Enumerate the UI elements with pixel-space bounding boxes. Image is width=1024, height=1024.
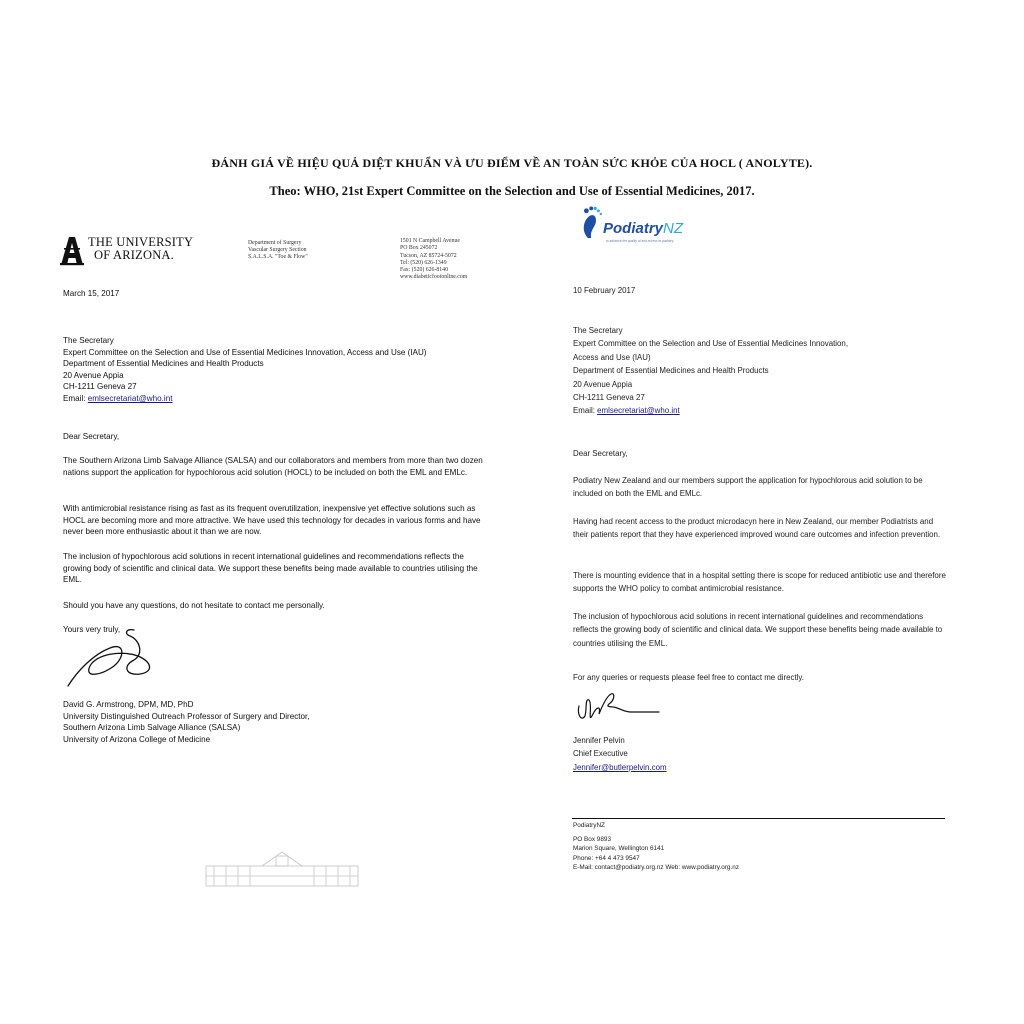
recipient-line: CH-1211 Geneva 27 <box>63 382 137 392</box>
footer-line: PO Box 9893 <box>573 836 612 844</box>
podiatry-nz-logo <box>580 202 700 252</box>
department-block <box>248 240 308 262</box>
recipient-line: CH-1211 Geneva 27 <box>573 393 645 403</box>
recipient-line: 20 Avenue Appia <box>573 379 633 389</box>
email-link[interactable]: emlsecretariat@who.int <box>597 406 680 416</box>
logo-main: Podiatry <box>603 220 664 237</box>
signature-pelvin-icon <box>573 692 663 730</box>
building-watermark-icon <box>202 848 362 888</box>
footer-line: Phone: +64 4 473 9547 <box>573 854 640 862</box>
logo-accent: NZ <box>663 220 684 237</box>
email-link[interactable]: emlsecretariat@who.int <box>87 393 173 403</box>
recipient-block <box>573 324 953 418</box>
signer-line: Southern Arizona Limb Salvage Alliance (SALSA) <box>63 723 241 733</box>
recipient-line: The Secretary <box>573 326 623 335</box>
letter-paragraph: The Southern Arizona Limb Salvage Alliance (SALSA) and our collaborators and members from more than two dozen nations support the application for hypochlorous acid solution (HOCL) to be included on both the EML and EMLc. <box>63 456 483 477</box>
footer-divider <box>572 818 945 819</box>
recipient-line: Expert Committee on the Selection and Use of Essential Medicines Innovation, Access and Use (IAU) <box>63 347 427 357</box>
document-title: ĐÁNH GIÁ VỀ HIỆU QUẢ DIỆT KHUẨN VÀ ƯU ĐIỂM VỀ AN TOÀN SỨC KHỎE CỦA HOCL ( ANOLYTE). <box>211 156 813 170</box>
address-line: Tel: (520) 626-1349 <box>400 259 447 266</box>
address-line: 1501 N Campbell Avenue <box>400 238 460 244</box>
recipient-line: Access and Use (IAU) <box>573 352 651 362</box>
signer-title: Chief Executive <box>573 749 628 759</box>
letter-paragraph: Podiatry New Zealand and our members support the application for hypochlorous acid solution to be included on both the EML and EMLc. <box>573 476 923 499</box>
letter-paragraph: For any queries or requests please feel free to contact me directly. <box>573 673 804 682</box>
letter-paragraph: The inclusion of hypochlorous acid solutions in recent international guidelines and recommendations reflects the growing body of scientific and clinical data. We support these benefits being made available to countries utilising the EML. <box>63 552 478 585</box>
closing: Yours very truly, <box>63 625 121 634</box>
letter-paragraph: Having had recent access to the product microdacyn here in New Zealand, our member Podiatrists and their patients report that they have experienced improved wound care outcomes and infection prevention. <box>573 517 941 540</box>
letter-paragraph: With antimicrobial resistance rising as fast as its frequent overutilization, inexpensive yet effective solutions such as HOCL are becoming more and more attractive. We have used this technology for decades in various forms and have never been more enthusiastic about it than we are now. <box>63 504 481 537</box>
signer-line: University of Arizona College of Medicine <box>63 734 211 744</box>
address-line: Fax: (520) 626-8140 <box>400 267 448 274</box>
dept-line: Vascular Surgery Section <box>248 247 307 254</box>
recipient-line: The Secretary <box>63 336 114 345</box>
footer-org: PodiatryNZ <box>573 822 605 829</box>
letter-paragraph: Should you have any questions, do not hesitate to contact me personally. <box>63 601 325 610</box>
signer-name: Jennifer Pelvin <box>573 736 625 745</box>
footer-line: E-Mail: contact@podiatry.org.nz Web: www.podiatry.org.nz <box>573 863 739 871</box>
signer-block <box>573 734 667 774</box>
signature-armstrong-icon <box>64 626 162 690</box>
footer-block <box>573 821 739 872</box>
arizona-a-logo-icon <box>60 236 84 266</box>
footprint-icon <box>580 204 604 240</box>
letter-paragraph: The inclusion of hypochlorous acid solutions in recent international guidelines and recommendations reflects the growing body of scientific and clinical data. We support these benefits being made available to countries utilising the EML. <box>573 612 943 648</box>
letter-paragraph: There is mounting evidence that in a hospital setting there is scope for reduced antibiotic use and therefore supports the WHO policy to combat antimicrobial resistance. <box>573 571 946 594</box>
signer-email-link[interactable]: Jennifer@butlerpelvin.com <box>573 762 667 772</box>
signer-block <box>63 699 310 745</box>
document-subtitle: Theo: WHO, 21st Expert Committee on the Selection and Use of Essential Medicines, 2017. <box>269 184 755 198</box>
salutation: Dear Secretary, <box>63 432 120 441</box>
signer-line: University Distinguished Outreach Professor of Surgery and Director, <box>63 711 310 721</box>
recipient-email-line <box>573 404 953 417</box>
address-line: www.diabeticfootonline.com <box>400 274 468 281</box>
dept-line: S.A.L.S.A. "Toe & Flow" <box>248 254 308 261</box>
salutation: Dear Secretary, <box>573 449 628 458</box>
recipient-line: 20 Avenue Appia <box>63 370 124 380</box>
footer-line: Marion Square, Wellington 6141 <box>573 845 665 853</box>
university-of-arizona-letter <box>40 208 492 888</box>
address-block <box>400 238 467 282</box>
recipient-line: Department of Essential Medicines and Health Products <box>63 359 264 369</box>
email-label: Email: <box>63 393 88 403</box>
email-label: Email: <box>573 406 598 416</box>
logo-line-university: THE UNIVERSITY <box>88 235 194 249</box>
podiatry-nz-wordmark <box>603 220 683 237</box>
recipient-line: Expert Committee on the Selection and Use of Essential Medicines Innovation, <box>573 339 849 349</box>
university-of-arizona-logo <box>60 236 193 266</box>
logo-line-arizona: OF ARIZONA. <box>94 248 174 262</box>
logo-tagline: to advance the quality of and access to podiatry <box>606 239 674 243</box>
address-line: Tucson, AZ 85724-5072 <box>400 252 457 259</box>
podiatry-nz-letter <box>560 196 960 896</box>
recipient-line: Department of Essential Medicines and Health Products <box>573 366 769 376</box>
recipient-email-line <box>63 393 488 405</box>
dept-line: Department of Surgery <box>248 240 302 246</box>
recipient-block <box>63 335 488 405</box>
letter-date: 10 February 2017 <box>573 286 636 295</box>
address-line: PO Box 245072 <box>400 245 438 252</box>
signer-line: David G. Armstrong, DPM, MD, PhD <box>63 700 194 709</box>
letter-date: March 15, 2017 <box>63 289 120 298</box>
